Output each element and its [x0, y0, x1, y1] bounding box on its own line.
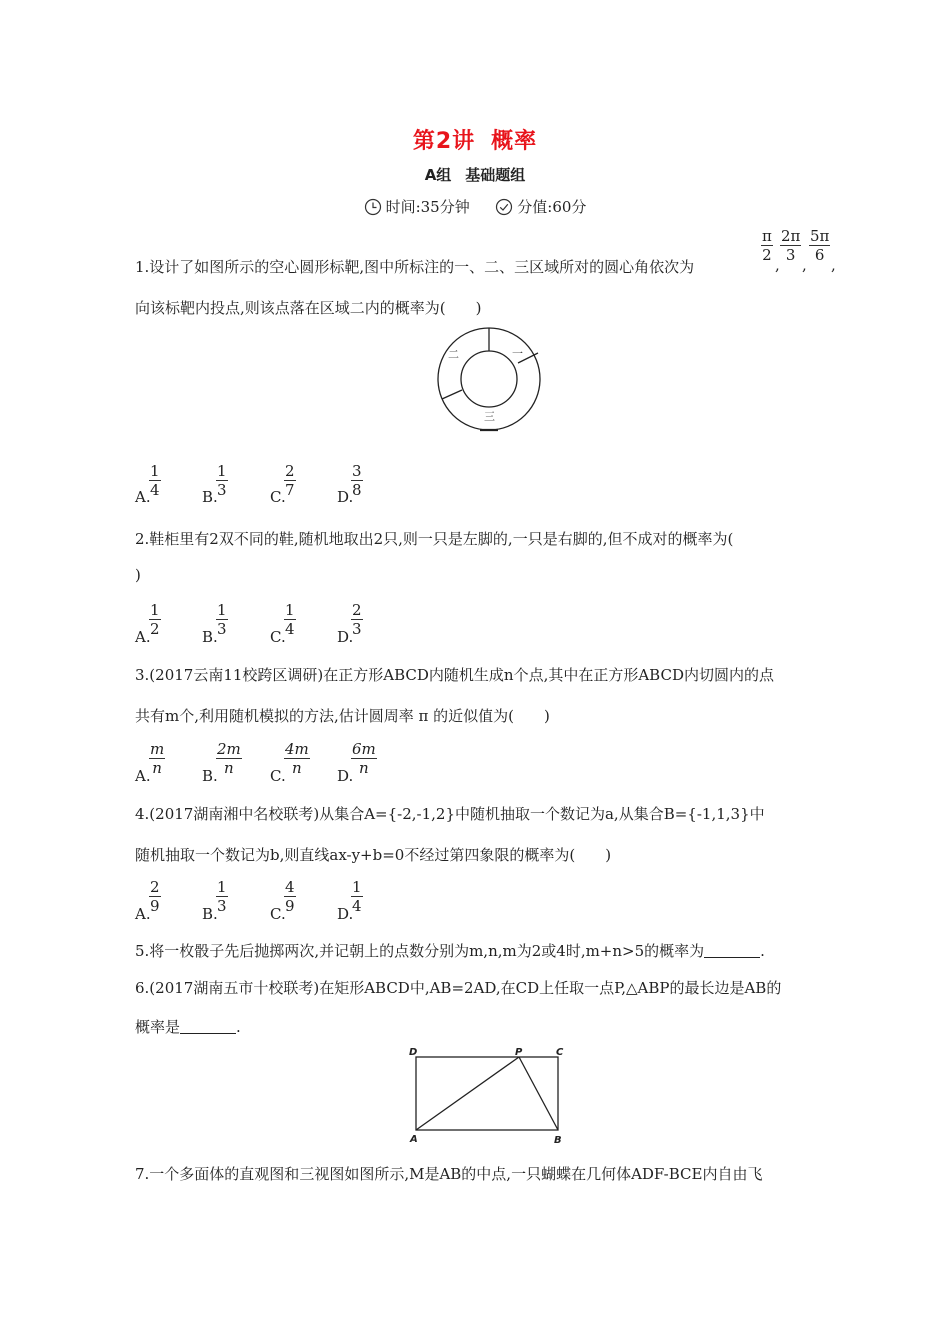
target-inner-circle	[461, 351, 517, 407]
q4-option-a-frac: $\frac{2}{9}$	[150, 878, 160, 915]
segment-ap	[416, 1057, 519, 1130]
q4-option-d-frac: $\frac{1}{4}$	[352, 878, 362, 915]
q3-option-a-frac: $\frac{m}{n}$	[150, 740, 165, 777]
title-lecture: 第2讲	[412, 129, 476, 154]
q6-period: .	[236, 1018, 241, 1036]
q3-line2: 共有m个,利用随机模拟的方法,估计圆周率 π 的近似值为( )	[135, 707, 550, 725]
q1-line2: 向该标靶内投点,则该点落在区域二内的概率为( )	[135, 299, 482, 317]
q1-option-b-frac: $\frac{1}{3}$	[217, 462, 227, 499]
q4-option-a-label: A.	[135, 905, 151, 923]
q2-option-d-frac: $\frac{2}{3}$	[352, 601, 362, 638]
q5-period: .	[760, 942, 765, 960]
q4-option-b-label: B.	[202, 905, 218, 923]
target-divider-3	[442, 390, 462, 399]
q4-option-d-label: D.	[337, 905, 354, 923]
region-three-label: 三	[484, 410, 495, 423]
time-label: 时间:35分钟	[385, 198, 470, 216]
q5-text: 5.将一枚骰子先后抛掷两次,并记朝上的点数分别为m,n,m为2或4时,m+n>5的概率为	[135, 942, 705, 960]
q1-option-d-frac: $\frac{3}{8}$	[352, 462, 362, 499]
q3-option-b-frac: $\frac{2m}{n}$	[217, 740, 241, 777]
q7-line1: 7.一个多面体的直观图和三视图如图所示,M是AB的中点,一只蝴蝶在几何体ADF-BCE内自由飞	[135, 1165, 763, 1183]
q4-option-c-label: C.	[270, 905, 286, 923]
target-figure	[436, 326, 546, 434]
q3-option-d-label: D.	[337, 767, 354, 785]
title-topic: 概率	[491, 129, 538, 154]
q1-option-a-label: A.	[135, 488, 151, 506]
q1-option-c-frac: $\frac{2}{7}$	[285, 462, 295, 499]
q3-option-b-label: B.	[202, 767, 218, 785]
q3-option-c-frac: $\frac{4m}{n}$	[285, 740, 309, 777]
q6-answer-blank[interactable]	[180, 1019, 236, 1034]
q4-option-c-frac: $\frac{4}{9}$	[285, 878, 295, 915]
q2-line2: )	[135, 566, 141, 584]
group-name: 基础题组	[465, 166, 526, 184]
q3-option-d-frac: $\frac{6m}{n}$	[352, 740, 376, 777]
q2-option-d-label: D.	[337, 628, 354, 646]
q2-option-b-label: B.	[202, 628, 218, 646]
q1-comma-1: ,	[775, 256, 780, 274]
vertex-d-label: D	[409, 1047, 418, 1058]
q2-option-c-label: C.	[270, 628, 286, 646]
q6-line2	[135, 1016, 241, 1037]
q1-line1: 1.设计了如图所示的空心圆形标靶,图中所标注的一、二、三区域所对的圆心角依次为	[135, 258, 695, 276]
group-heading	[0, 164, 950, 185]
page-title	[0, 124, 950, 155]
q5-line1	[135, 940, 765, 961]
q1-option-a-frac: $\frac{1}{4}$	[150, 462, 160, 499]
q4-option-b-frac: $\frac{1}{3}$	[217, 878, 227, 915]
q1-option-d-label: D.	[337, 488, 354, 506]
q1-angle-3: $\frac{5\pi}{6}$	[810, 227, 830, 264]
rectangle-figure	[406, 1045, 572, 1147]
q2-option-a-frac: $\frac{1}{2}$	[150, 601, 160, 638]
q1-angle-1: $\frac{\pi}{2}$	[762, 227, 772, 264]
q4-line1: 4.(2017湖南湘中名校联考)从集合A={-2,-1,2}中随机抽取一个数记为a,从集合B={-1,1,3}中	[135, 805, 765, 823]
q6-text: 概率是	[135, 1018, 181, 1036]
score-label: 分值:60分	[517, 198, 587, 216]
q4-line2: 随机抽取一个数记为b,则直线ax-y+b=0不经过第四象限的概率为( )	[135, 846, 612, 864]
vertex-a-label: A	[410, 1134, 418, 1145]
q6-line1: 6.(2017湖南五市十校联考)在矩形ABCD中,AB=2AD,在CD上任取一点P,△ABP的最长边是AB的	[135, 979, 782, 997]
q1-option-c-label: C.	[270, 488, 286, 506]
rectangle-abcd	[416, 1057, 558, 1130]
q1-angle-2: $\frac{2\pi}{3}$	[781, 227, 801, 264]
vertex-b-label: B	[554, 1135, 562, 1146]
region-one-label: 一	[512, 347, 523, 360]
q1-comma-2: ,	[802, 256, 807, 274]
q5-answer-blank[interactable]	[704, 943, 760, 958]
q1-option-b-label: B.	[202, 488, 218, 506]
q3-option-c-label: C.	[270, 767, 286, 785]
q1-comma-3: ,	[831, 256, 836, 274]
q2-option-b-frac: $\frac{1}{3}$	[217, 601, 227, 638]
region-two-label: 二	[448, 348, 459, 361]
vertex-c-label: C	[556, 1047, 564, 1058]
q2-line1: 2.鞋柜里有2双不同的鞋,随机地取出2只,则一只是左脚的,一只是右脚的,但不成对的概率为(	[135, 530, 734, 548]
q3-option-a-label: A.	[135, 767, 151, 785]
segment-pb	[519, 1057, 558, 1130]
clock-icon	[364, 198, 382, 216]
check-circle-icon	[495, 198, 513, 216]
group-label: A组	[424, 166, 452, 184]
exam-meta	[0, 196, 950, 217]
point-p-label: P	[515, 1047, 523, 1058]
q2-option-a-label: A.	[135, 628, 151, 646]
q2-option-c-frac: $\frac{1}{4}$	[285, 601, 295, 638]
q3-line1: 3.(2017云南11校跨区调研)在正方形ABCD内随机生成n个点,其中在正方形ABCD内切圆内的点	[135, 666, 774, 684]
